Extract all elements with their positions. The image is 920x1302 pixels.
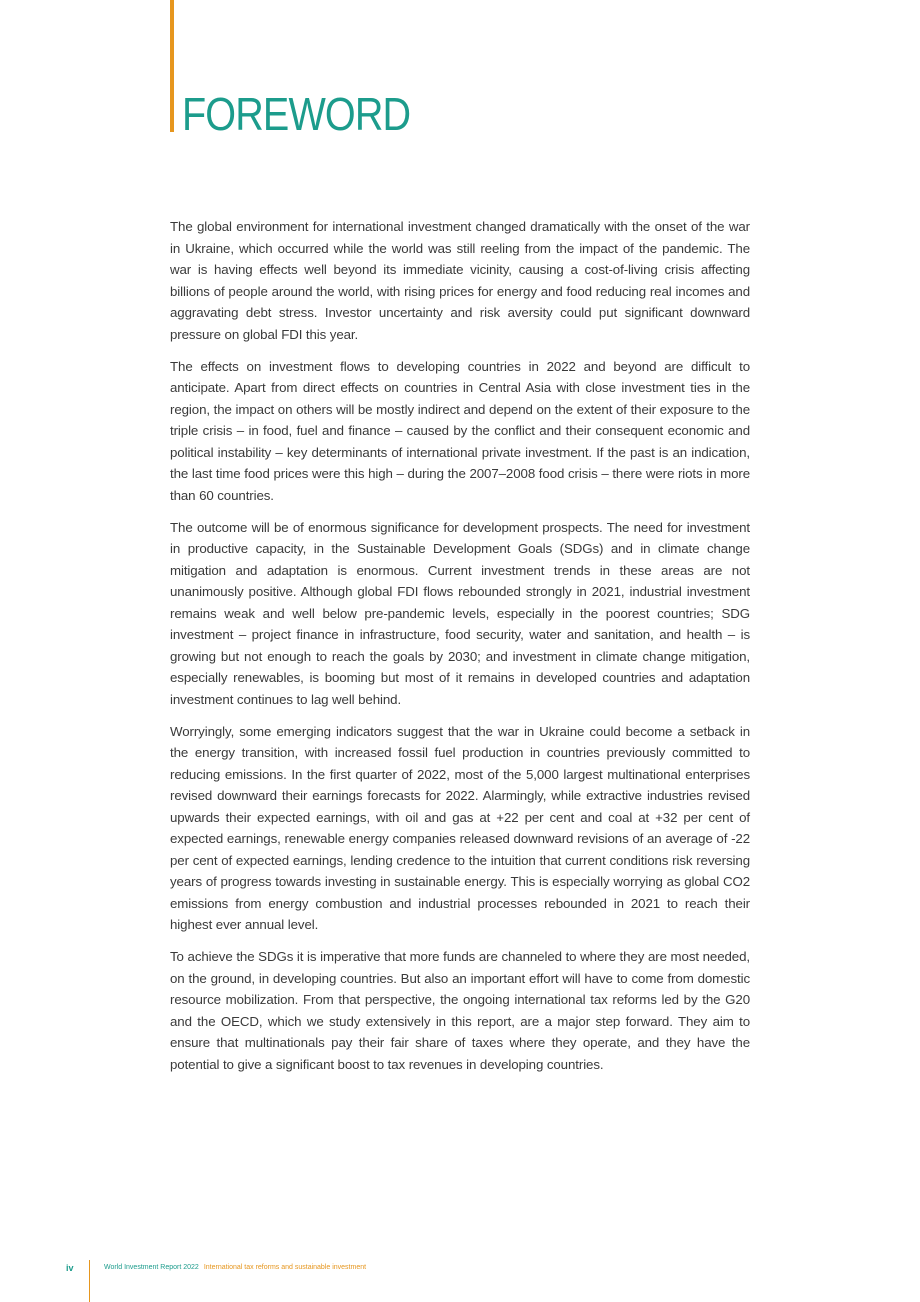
paragraph-4: Worryingly, some emerging indicators suggest that the war in Ukraine could become a setback in the energy transition, with increased fossil fuel production in countries previously committed to reducing emissions. In the first quarter of 2022, most of the 5,000 largest multinational enterprises revised downward their earnings forecasts for 2022. Alarmingly, while extractive industries revised upwards their expected earnings, with oil and gas at +22 per cent and coal at +32 per cent of expected earnings, renewable energy companies released downward revisions of an average of -22 per cent of expected earnings, lending credence to the intuition that current conditions risk reversing years of progress towards investing in sustainable energy. This is especially worrying as global CO2 emissions from energy combustion and industrial processes rebounded in 2021 to reach their highest ever annual level. [170, 723, 750, 932]
footer-report-title: World Investment Report 2022 [104, 1264, 199, 1271]
paragraph-5: To achieve the SDGs it is imperative that more funds are channeled to where they are most needed, on the ground, in developing countries. But also an important effort will have to come from domestic resource mobilization. From that perspective, the ongoing international tax reforms led by the G20 and the OECD, which we study extensively in this report, are a major step forward. They aim to ensure that multinationals pay their fair share of taxes where they operate, and they have the potential to give a significant boost to tax revenues in developing countries. [170, 949, 750, 1072]
paragraph-2: The effects on investment flows to developing countries in 2022 and beyond are difficult to anticipate. Apart from direct effects on countries in Central Asia with close investment ties in the region, the impact on others will be mostly indirect and depend on the extent of their exposure to the triple crisis – in food, fuel and finance – caused by the conflict and their consequent economic and political instability – key determinants of international private investment. If the past is an indication, the last time food prices were this high – during the 2007–2008 food crisis – there were riots in more than 60 countries. [170, 358, 750, 503]
paragraph-1: The global environment for international investment changed dramatically with the onset of the war in Ukraine, which occurred while the world was still reeling from the impact of the pandemic. The war is having effects well beyond its immediate vicinity, causing a cost-of-living crisis affecting billions of people around the world, with rising prices for energy and food reducing real incomes and aggravating debt stress. Investor uncertainty and risk aversity could put significant downward pressure on global FDI this year. [170, 219, 750, 342]
footer-divider [89, 1260, 90, 1302]
paragraph-3: The outcome will be of enormous significance for development prospects. The need for investment in productive capacity, in the Sustainable Development Goals (SDGs) and in climate change mitigation and adaptation is enormous. Current investment trends in these areas are not unanimously positive. Although global FDI flows rebounded strongly in 2021, industrial investment remains weak and well below pre-pandemic levels, especially in the poorest countries; SDG investment – project finance in infrastructure, food security, water and sanitation, and health – is growing but not enough to reach the goals by 2030; and investment in climate change mitigation, especially renewables, is booming but most of it remains in developed countries and adaptation investment continues to lag well behind. [170, 519, 750, 707]
foreword-body [170, 216, 750, 1086]
title-accent-bar [170, 0, 174, 132]
page-title: FOREWORD [182, 88, 411, 140]
footer-report-subtitle: International tax reforms and sustainable investment [203, 1264, 367, 1271]
page-number: iv [66, 1263, 74, 1273]
running-footer [104, 1263, 366, 1273]
